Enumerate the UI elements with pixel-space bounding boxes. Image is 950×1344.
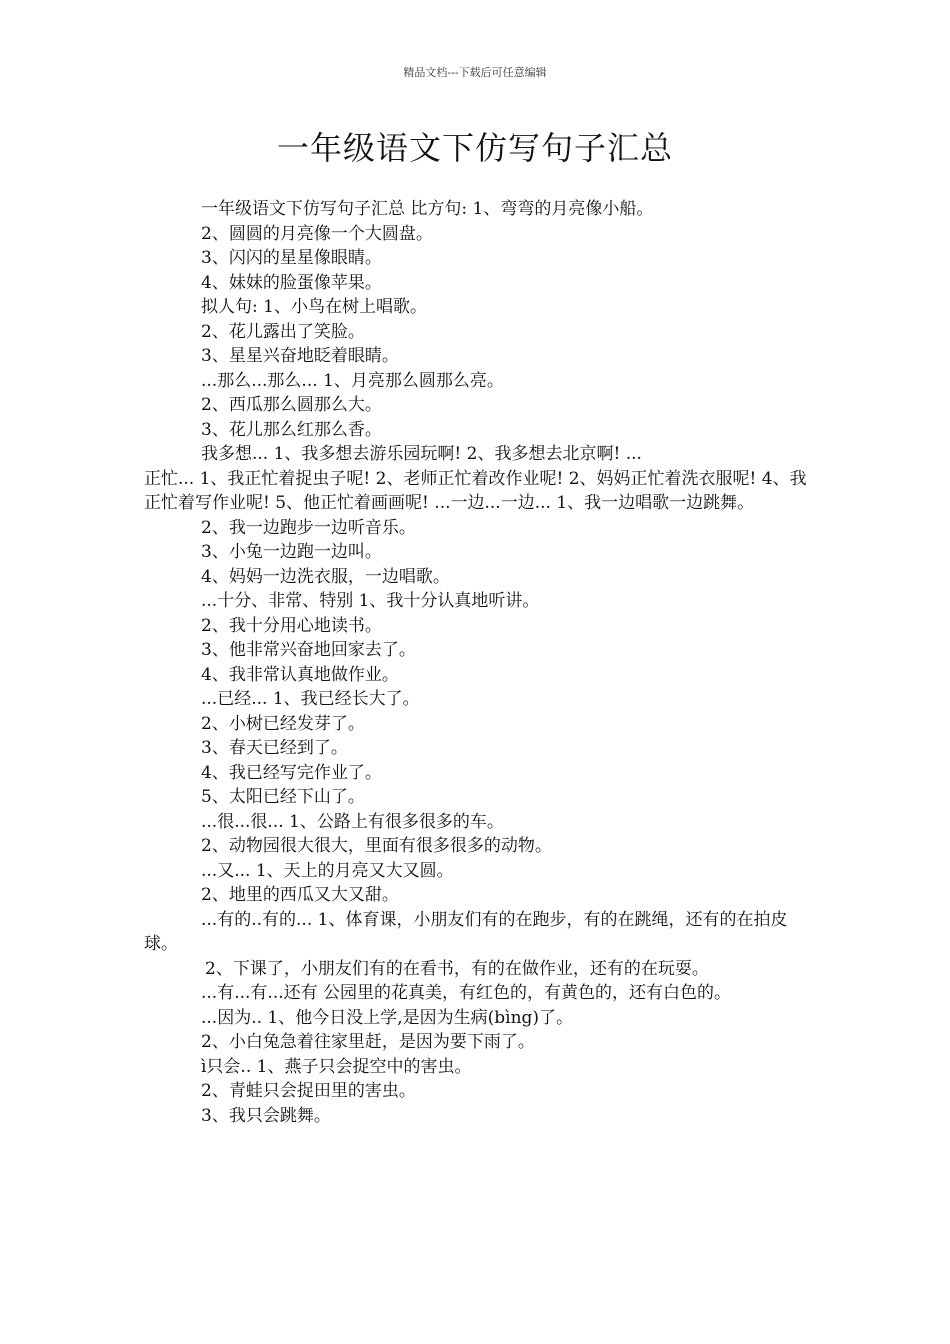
paragraph: 4、妹妹的脸蛋像苹果。	[201, 272, 382, 293]
paragraph: 3、星星兴奋地眨着眼睛。	[201, 346, 399, 366]
paragraph: ...有...有...还有 公园里的花真美，有红色的，有黄色的，还有白色的。	[201, 983, 732, 1003]
paragraph: 正忙... 1、我正忙着捉虫子呢! 2、老师正忙着改作业呢! 2、妈妈正忙着洗衣服呢! 4、我正忙着写作业呢! 5、他正忙着画画呢! ...一边...一边... 1、我一边唱歌一边跳舞。	[144, 468, 807, 513]
paragraph: 2、小树已经发芽了。	[201, 713, 365, 734]
paragraph: 一年级语文下仿写句子汇总 比方句: 1、弯弯的月亮像小船。	[201, 199, 654, 219]
paragraph: 3、小兔一边跑一边叫。	[201, 542, 382, 562]
paragraph: 3、我只会跳舞。	[201, 1105, 331, 1126]
paragraph: ...那么...那么... 1、月亮那么圆那么亮。	[201, 370, 504, 391]
paragraph: ...已经... 1、我已经长大了。	[201, 689, 420, 709]
paragraph: 2、小白兔急着往家里赶，是因为要下雨了。	[201, 1032, 535, 1052]
paragraph: 3、他非常兴奋地回家去了。	[201, 640, 416, 660]
paragraph: 2、动物园很大很大，里面有很多很多的动物。	[201, 836, 552, 856]
paragraph: 2、青蛙只会捉田里的害虫。	[201, 1081, 416, 1101]
paragraph: ì只会.. 1、燕子只会捉空中的害虫。	[201, 1056, 472, 1077]
paragraph: 4、妈妈一边洗衣服，一边唱歌。	[201, 566, 450, 587]
paragraph: ...有的..有的... 1、体育课，小朋友们有的在跑步，有的在跳绳，还有的在拍皮球。	[144, 909, 788, 954]
paragraph: 拟人句: 1、小鸟在树上唱歌。	[201, 297, 427, 317]
paragraph: ...因为.. 1、他今日没上学,是因为生病(bìng)了。	[201, 1007, 574, 1028]
paragraph: 4、我已经写完作业了。	[201, 762, 382, 783]
paragraph: 2、地里的西瓜又大又甜。	[201, 885, 399, 905]
header-note: 精品文档---下载后可任意编辑	[403, 66, 547, 79]
paragraph: 3、闪闪的星星像眼睛。	[201, 248, 382, 268]
paragraph: 我多想... 1、我多想去游乐园玩啊! 2、我多想去北京啊! ...	[201, 444, 642, 464]
paragraph: ...十分、非常、特别 1、我十分认真地听讲。	[201, 591, 540, 611]
paragraph: 4、我非常认真地做作业。	[201, 664, 399, 685]
paragraph: ...很...很... 1、公路上有很多很多的车。	[201, 811, 504, 832]
document-title: 一年级语文下仿写句子汇总	[276, 129, 673, 167]
document-body	[144, 197, 814, 1128]
paragraph: 3、春天已经到了。	[201, 738, 348, 758]
paragraph: 2、花儿露出了笑脸。	[201, 321, 365, 342]
paragraph: 2、我一边跑步一边听音乐。	[201, 517, 416, 538]
paragraph: ...又... 1、天上的月亮又大又圆。	[201, 860, 454, 881]
paragraph: 5、太阳已经下山了。	[201, 787, 365, 807]
paragraph: 2、我十分用心地读书。	[201, 615, 382, 636]
paragraph: 3、花儿那么红那么香。	[201, 419, 382, 440]
paragraph: 2、西瓜那么圆那么大。	[201, 395, 382, 415]
paragraph: 2、圆圆的月亮像一个大圆盘。	[201, 223, 433, 244]
paragraph: 2、下课了，小朋友们有的在看书，有的在做作业，还有的在玩耍。	[205, 958, 709, 979]
